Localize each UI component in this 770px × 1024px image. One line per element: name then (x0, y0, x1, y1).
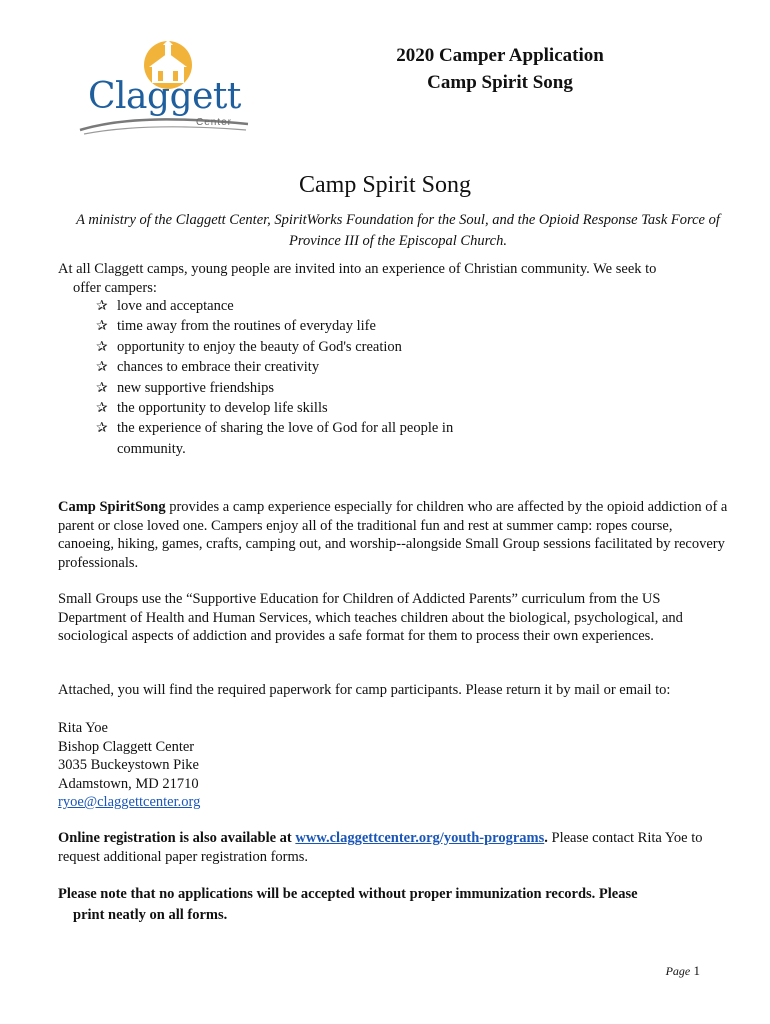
list-item (96, 337, 506, 357)
list-item-label: new supportive friendships (117, 379, 275, 396)
note-line-1: Please note that no applications will be accepted without proper immunization records. Please (58, 886, 638, 902)
list-item-label: chances to embrace their creativity (117, 359, 320, 376)
immunization-note (58, 884, 730, 926)
logo-subtitle: Center (196, 117, 233, 128)
ministry-statement: A ministry of the Claggett Center, SpiritWorks Foundation for the Soul, and the Opioid Response Task Force of Province III of the Episcopal Church. (76, 212, 720, 249)
youth-programs-link[interactable]: www.claggettcenter.org/youth-programs (295, 830, 545, 846)
intro-line-1: At all Claggett camps, young people are invited into an experience of Christian community. We seek to (58, 261, 657, 277)
star-outline-icon: ✰ (96, 379, 108, 396)
header-title: 2020 Camper Application (396, 45, 604, 66)
list-item-label: the experience of sharing the love of God for all people in community. (117, 420, 454, 457)
claggett-center-logo (76, 38, 252, 138)
camp-description-paragraph (58, 498, 730, 572)
online-registration-text: Please contact Rita Yoe to request additional paper registration forms. (58, 830, 703, 865)
list-item-label: opportunity to enjoy the beauty of God's creation (117, 338, 402, 355)
contact-email-link[interactable]: ryoe@claggettcenter.org (58, 794, 201, 810)
list-item (96, 296, 506, 316)
paperwork-paragraph: Attached, you will find the required paperwork for camp participants. Please return it by mail or email to: (58, 682, 671, 698)
list-item (96, 316, 506, 336)
star-outline-icon: ✰ (96, 318, 108, 335)
page-label: Page (665, 964, 691, 978)
contact-name: Rita Yoe (58, 720, 108, 736)
contact-street: 3035 Buckeystown Pike (58, 757, 199, 773)
logo-wordmark: Claggett (88, 76, 241, 117)
online-registration-lead: Online registration is also available at (58, 830, 296, 846)
list-item-label: the opportunity to develop life skills (117, 400, 328, 417)
star-outline-icon: ✰ (96, 420, 108, 437)
list-item (96, 357, 506, 377)
contact-city: Adamstown, MD 21710 (58, 775, 199, 792)
page-number: 1 (693, 963, 700, 978)
online-registration-period: . (544, 830, 548, 846)
offerings-list (96, 296, 506, 459)
star-outline-icon: ✰ (96, 359, 108, 376)
star-outline-icon: ✰ (96, 298, 108, 314)
camp-description-text: provides a camp experience especially for children who are affected by the opioid addiction of a parent or close loved one. Campers enjoy all of the traditional fun and rest at summer camp: ropes course, canoeing, hiking, games, crafts, camping out, and worship--alongside Small Group sessions facilitated by recovery professionals. (58, 499, 728, 571)
star-outline-icon: ✰ (96, 338, 108, 355)
contact-organization: Bishop Claggett Center (58, 738, 195, 755)
intro-line-2: offer campers: (73, 280, 157, 296)
intro-paragraph (58, 260, 728, 298)
star-outline-icon: ✰ (96, 400, 108, 417)
list-item (96, 378, 506, 398)
list-item-label: time away from the routines of everyday life (117, 318, 376, 335)
small-groups-paragraph: Small Groups use the “Supportive Education for Children of Addicted Parents” curriculum from the US Department of Health and Human Services, which teaches children about the biological, psychological, and sociological aspects of addiction and provides a safe format for them to process their own experiences. (58, 591, 683, 644)
note-line-2: print neatly on all forms. (73, 907, 228, 923)
camp-name-bold: Camp SpiritSong (58, 499, 166, 515)
list-item (96, 398, 506, 418)
online-registration-paragraph (58, 829, 730, 866)
page-footer (620, 963, 700, 979)
header-subtitle: Camp Spirit Song (427, 72, 573, 93)
page-title: Camp Spirit Song (298, 172, 472, 198)
list-item-label: love and acceptance (117, 298, 234, 314)
list-item (96, 418, 506, 459)
mailing-address (58, 719, 730, 812)
